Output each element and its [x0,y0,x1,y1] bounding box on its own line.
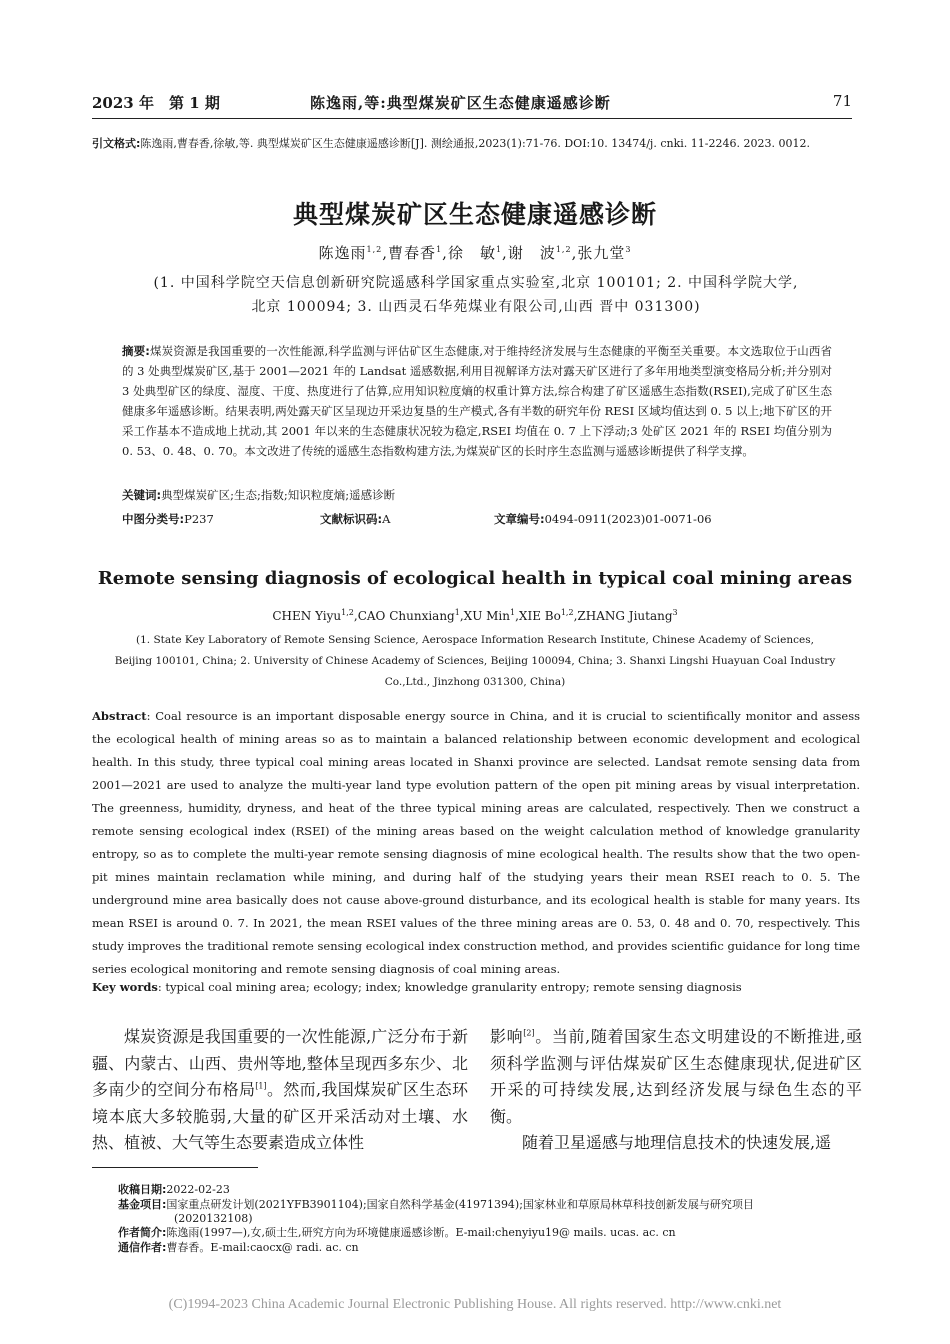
paragraph-text: 。当前,随着国家生态文明建设的不断推进,亟须科学监测与评估煤炭矿区生态健康现状,促进矿区开采的可持续发展,达到经济发展与绿色生态的平衡。 [490,1027,862,1126]
page-title: 典型煤炭矿区生态健康遥感诊断 [292,200,657,229]
author-affiliation-mark: 3 [625,245,632,254]
english-title: Remote sensing diagnosis of ecological health in typical coal mining areas [97,568,853,589]
author-separator: , [353,609,358,623]
author-list-cn [0,242,950,263]
author-affiliation-mark: 3 [672,608,678,617]
reference-mark: [1] [255,1081,267,1091]
body-paragraph [490,1024,862,1130]
author-separator: , [571,244,578,262]
article-number-field [494,511,712,527]
keywords-cn [122,487,832,503]
header-rule [92,118,852,119]
author-name: XIE Bo [518,609,561,623]
author-name: 张九堂 [577,244,626,262]
abstract-cn [122,341,832,461]
abstract-label: Abstract [92,709,147,723]
keywords-label: Key words [92,980,158,994]
keywords-text: : typical coal mining area; ecology; index; knowledge granularity entropy; remote sensing diagnosis [157,980,742,994]
paragraph-text: 。然而,我国煤炭矿区生态环境本底大多较脆弱,大量的矿区开采活动对土壤、水热、植被、大气等生态要素造成立体性 [92,1080,468,1152]
copyright-notice: (C)1994-2023 China Academic Journal Electronic Publishing House. All rights reserved. http://www.cnki.net [168,1297,782,1312]
fund-label: 基金项目: [118,1198,167,1211]
affiliations-en [110,630,840,693]
affiliation-line: Beijing 100101, China; 2. University of Chinese Academy of Sciences, Beijing 100094, China; 3. Shanxi Lingshi Huayuan Coal Industry [114,655,836,667]
author-name: 谢 波 [507,244,556,262]
author-separator: , [502,244,508,262]
keywords-label: 关键词: [122,488,162,502]
running-title: 陈逸雨,等:典型煤炭矿区生态健康遥感诊断 [310,94,611,112]
abstract-en [92,705,860,981]
body-paragraph: 随着卫星遥感与地理信息技术的快速发展,遥 [522,1133,832,1152]
abstract-text: : Coal resource is an important disposable energy source in China, and it is crucial to scientifically monitor and assess the ecological health of mining areas so as to maintain a balanced relationship between economic development and ecological health. In this study, three typical coal mining areas located in Shanxi province are selected. Landsat remote sensing data from 2001—2021 are used to analyze the multi-year land type evolution pattern of the open pit mining areas by visual interpretation. The greenness, humidity, dryness, and heat of the three typical mining areas are calculated, respectively. Then we construct a remote sensing ecological index (RSEI) of the mining areas based on the weight calculation method of knowledge granularity entropy, so as to complete the multi-year remote sensing diagnosis of mine ecological health. The results show that the two open-pit mines maintain reclamation while mining, and during half of the studying years their mean RSEI reach to 0. 5. The underground mine area basically does not cause above-ground disturbance, and its ecological health is stable for many years. Its mean RSEI is around 0. 7. In 2021, the mean RSEI values of the three mining areas are 0. 53, 0. 48 and 0. 70, respectively. This study improves the traditional remote sensing ecological index construction method, and provides scientific guidance for long time series ecological monitoring and remote sensing diagnosis of coal mining areas. [92,709,860,976]
author-separator: , [573,609,578,623]
author-name: CHEN Yiyu [272,609,342,623]
author-affiliation-mark: 1,2 [555,245,572,254]
paragraph-text: 煤炭资源是我国重要的一次性能源,广泛分布于新疆、内蒙古、山西、贵州等地,整体呈现西多东少、北多南少的空间分布格局 [92,1027,468,1099]
author-affiliation-mark: 1 [436,245,443,254]
abstract-label: 摘要: [122,344,150,358]
keywords-text: 典型煤炭矿区;生态;指数;知识粒度熵;遥感诊断 [161,488,396,502]
article-number-label: 文章编号: [494,512,545,526]
citation-text: 陈逸雨,曹春香,徐敏,等. 典型煤炭矿区生态健康遥感诊断[J]. 测绘通报,2023(1):71-76. DOI:10. 13474/j. cnki. 11-2246. 2023. 0012. [140,137,810,150]
classification-row [122,511,832,527]
abstract-text: 煤炭资源是我国重要的一次性能源,科学监测与评估矿区生态健康,对于维持经济发展与生态健康的平衡至关重要。本文选取位于山西省的 3 处典型煤炭矿区,基于 2001—2021 年的 Landsat 遥感数据,利用目视解译方法对露天矿区进行了多年用地类型演变格局分析;并分别对 3 处典型矿区的绿度、湿度、干度、热度进行了估算,应用知识粒度熵的权重计算方法,综合构建了矿区遥感生态指数(RSEI),完成了矿区生态健康多年遥感诊断。结果表明,两处露天矿区呈现边开采边复垦的生产模式,各有半数的研究年份 RESI 区域均值达到 0. 5 以上;地下矿区的开采工作基本不造成地上扰动,其 2001 年以来的生态健康状况较为稳定,RSEI 均值在 0. 7 上下浮动;3 处矿区 2021 年的 RSEI 均值分别为 0. 53、0. 48、0. 70。本文改进了传统的遥感生态指数构建方法,为煤炭矿区的长时序生态监测与遥感诊断提供了科学支撑。 [122,344,832,458]
paragraph-text: 影响 [490,1027,524,1046]
author-affiliation-mark: 1 [510,608,516,617]
body-paragraph [92,1024,468,1157]
page-number: 71 [832,92,852,110]
affiliation-line: 北京 100094; 3. 山西灵石华苑煤业有限公司,山西 晋中 031300) [251,299,701,315]
article-number-value: 0494-0911(2023)01-0071-06 [544,512,712,526]
author-list-en [0,609,950,623]
author-separator: , [515,609,519,623]
author-name: 徐 敏 [447,244,496,262]
author-name: 陈逸雨 [318,244,367,262]
author-name: CAO Chunxiang [357,609,455,623]
footnote-corresponding [118,1241,860,1255]
affiliation-line: (1. State Key Laboratory of Remote Sensing Science, Aerospace Information Research Institute, Chinese Academy of Sciences, [136,634,814,646]
footnote-author [118,1226,860,1240]
footnote-fund [118,1198,860,1226]
citation-label: 引文格式: [92,137,141,150]
keywords-en [92,980,860,994]
author-name: ZHANG Jiutang [577,609,673,623]
received-label: 收稿日期: [118,1183,167,1196]
body-column-right [490,1024,862,1157]
corresponding-text: 曹春香。E-mail:caocx@ radi. ac. cn [166,1241,359,1254]
reference-mark: [2] [523,1028,535,1038]
author-bio-label: 作者简介: [118,1226,167,1239]
doc-code-field [320,511,390,527]
doc-code-label: 文献标识码: [320,512,383,526]
fund-text: 国家重点研发计划(2021YFB3901104);国家自然科学基金(41971394);国家林业和草原局林草科技创新发展与研究项目 [166,1198,754,1211]
footnote-rule [92,1167,258,1168]
author-affiliation-mark: 1,2 [366,245,383,254]
issue-label: 2023 年 第 1 期 [92,94,220,112]
clc-label: 中图分类号: [122,512,185,526]
fund-text-cont: (2020132108) [174,1212,253,1225]
clc-value: P237 [184,512,214,526]
author-affiliation-mark: 1 [454,608,460,617]
doc-code-value: A [382,512,391,526]
affiliation-line: Co.,Ltd., Jinzhong 031300, China) [384,676,566,688]
body-column-left [92,1024,468,1157]
affiliation-line: (1. 中国科学院空天信息创新研究院遥感科学国家重点实验室,北京 100101; 2. 中国科学院大学, [153,275,799,291]
author-affiliation-mark: 1,2 [560,608,574,617]
clc-field [122,512,214,526]
author-bio-text: 陈逸雨(1997—),女,硕士生,研究方向为环境健康遥感诊断。E-mail:chenyiyu19@ mails. ucas. ac. cn [166,1226,676,1239]
author-separator: , [442,244,448,262]
citation [92,134,860,154]
affiliations-cn [92,271,860,319]
footnote-received [118,1183,860,1197]
corresponding-label: 通信作者: [118,1241,167,1254]
author-separator: , [459,609,464,623]
author-affiliation-mark: 1,2 [341,608,354,617]
author-affiliation-mark: 1 [495,245,503,254]
author-name: 曹春香 [388,244,437,262]
author-name: XU Min [463,609,510,623]
received-date: 2022-02-23 [166,1183,230,1196]
author-separator: , [382,244,389,262]
